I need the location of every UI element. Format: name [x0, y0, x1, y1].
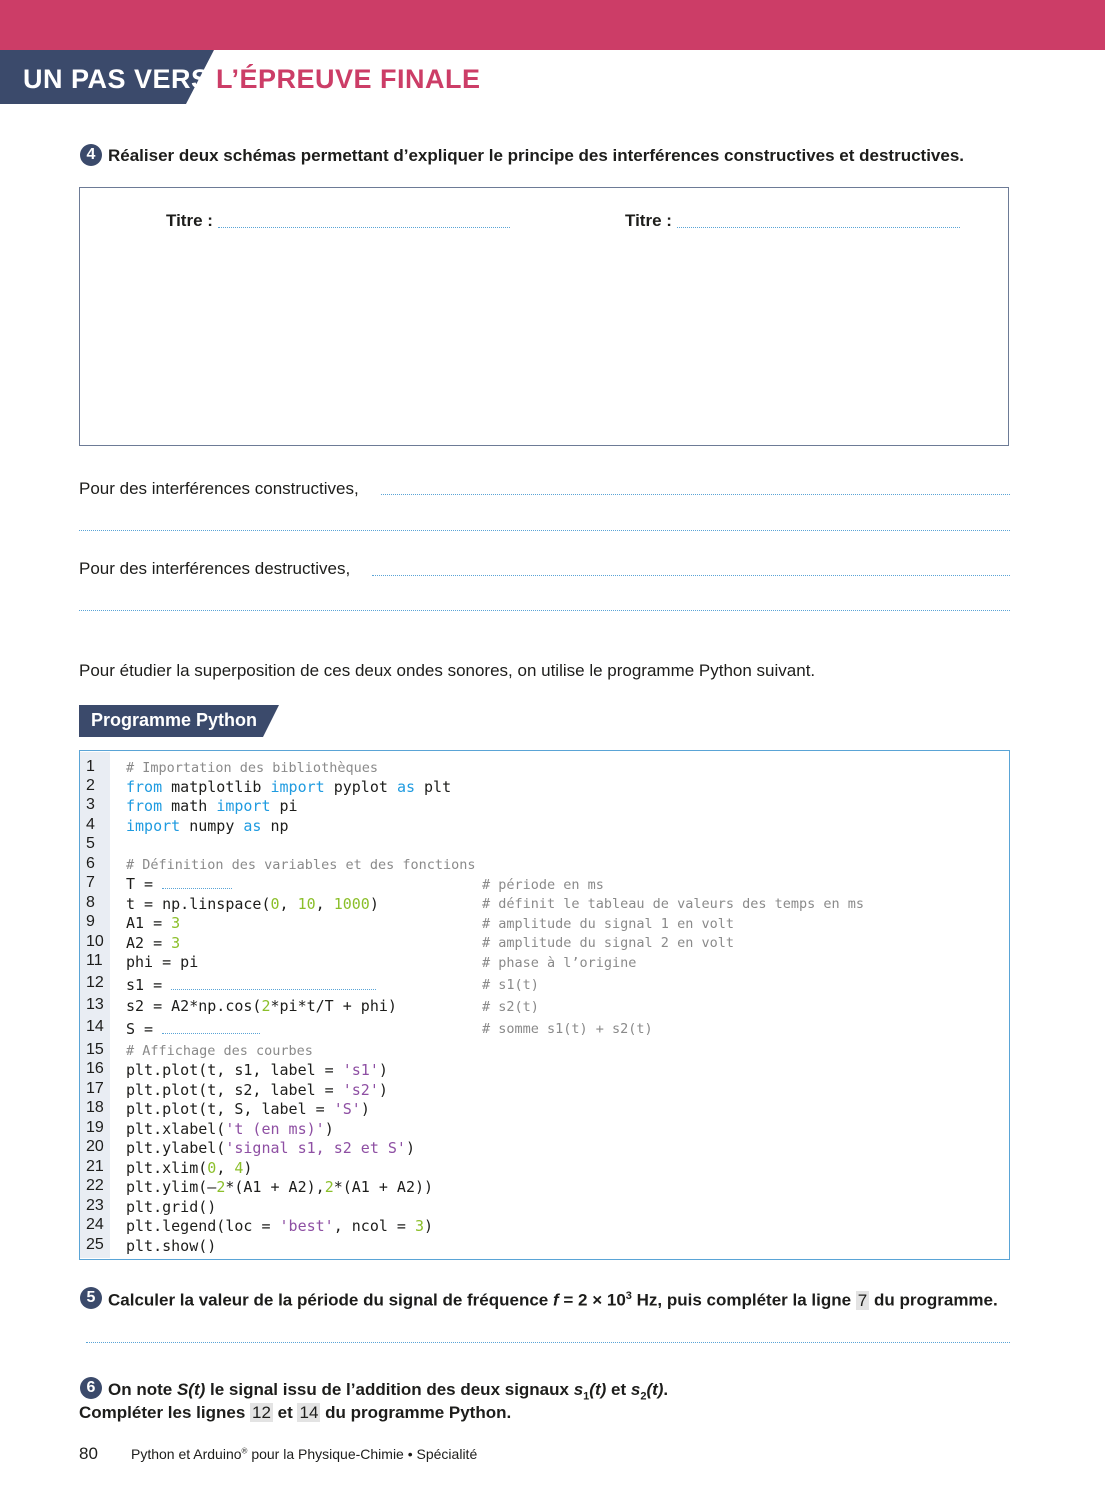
titre-label-2: Titre : [625, 211, 672, 230]
question-5-text: Calculer la valeur de la période du signal de fréquence $f = 2 \times 10^3$ Hz, puis compléter la ligne 7 du programme. [108, 1290, 998, 1310]
line-number: 22 [86, 1177, 104, 1194]
line-number: 24 [86, 1216, 104, 1233]
code-line-22: plt.ylim(–2*(A1 + A2),2*(A1 + A2)) [126, 1178, 434, 1196]
constructive-answer-line-2[interactable] [79, 530, 1010, 531]
intro-text: Pour étudier la superposition de ces deux ondes sonores, on utilise le programme Python suivant. [79, 661, 816, 680]
comment-line-9: # amplitude du signal 1 en volt [482, 916, 734, 932]
destructive-answer-line-2[interactable] [79, 610, 1010, 611]
code-line-4: import numpy as np [126, 817, 289, 835]
code-line-12: s1 = [126, 976, 376, 994]
code-line-21: plt.xlim(0, 4) [126, 1159, 253, 1177]
blank-S[interactable] [162, 1023, 260, 1034]
footer-title: Python et Arduino® pour la Physique-Chimie • Spécialité [131, 1446, 478, 1462]
comment-line-12: # s1(t) [482, 977, 539, 993]
header-left-label: UN PAS VERS [23, 64, 210, 94]
code-line-19: plt.xlabel('t (en ms)') [126, 1120, 334, 1138]
comment-line-8: # définit le tableau de valeurs des temps en ms [482, 896, 865, 912]
blank-period[interactable] [162, 878, 232, 889]
code-line-24: plt.legend(loc = 'best', ncol = 3) [126, 1217, 434, 1235]
comment-line-10: # amplitude du signal 2 en volt [482, 935, 734, 951]
header-band [0, 0, 1105, 58]
code-line-14: S = [126, 1020, 260, 1038]
constructive-label: Pour des interférences constructives, [79, 479, 359, 498]
question-4-text: Réaliser deux schémas permettant d’expliquer le principe des interférences constructives et destructives. [108, 146, 965, 165]
line-number: 12 [86, 974, 104, 991]
line-number: 25 [86, 1236, 104, 1253]
code-line-6: # Définition des variables et des fonctions [126, 857, 476, 873]
constructive-answer-line[interactable] [381, 494, 1010, 495]
code-line-10: A2 = 3 [126, 934, 181, 952]
line-number: 3 [86, 796, 95, 813]
line-number: 13 [86, 996, 104, 1013]
code-line-20: plt.ylabel('signal s1, s2 et S') [126, 1139, 415, 1157]
titre-answer-line-2[interactable] [677, 227, 960, 228]
line-number: 4 [86, 816, 95, 833]
titre-label-1: Titre : [166, 211, 213, 230]
line-number: 18 [86, 1099, 104, 1116]
header-right-label: L’ÉPREUVE FINALE [216, 64, 481, 94]
line-number: 17 [86, 1080, 104, 1097]
line-number: 21 [86, 1158, 104, 1175]
page-number: 80 [79, 1444, 98, 1463]
code-line-1: # Importation des bibliothèques [126, 760, 378, 776]
comment-line-11: # phase à l’origine [482, 955, 637, 971]
comment-line-13: # s2(t) [482, 999, 539, 1015]
line-number: 6 [86, 855, 95, 872]
destructive-label: Pour des interférences destructives, [79, 559, 351, 578]
line-number: 1 [86, 758, 95, 775]
code-line-13: s2 = A2*np.cos(2*pi*t/T + phi) [126, 997, 397, 1015]
code-line-9: A1 = 3 [126, 914, 181, 932]
code-line-17: plt.plot(t, s2, label = 's2') [126, 1081, 388, 1099]
question-4-number: 4 [80, 144, 102, 166]
code-line-2: from matplotlib import pyplot as plt [126, 778, 452, 796]
line-number: 2 [86, 777, 95, 794]
question-6-line-1: On note S(t) le signal issu de l’addition des deux signaux $s_1(t)$ et $s_2(t)$. [108, 1380, 669, 1403]
comment-line-14: # somme s1(t) + s2(t) [482, 1021, 653, 1037]
question-5-number: 5 [80, 1287, 102, 1309]
program-tab-label: Programme Python [91, 710, 258, 730]
code-line-25: plt.show() [126, 1237, 217, 1255]
code-line-15: # Affichage des courbes [126, 1043, 313, 1059]
destructive-answer-line[interactable] [372, 575, 1010, 576]
line-number: 9 [86, 913, 95, 930]
code-line-3: from math import pi [126, 797, 298, 815]
question-5-answer-line[interactable] [86, 1342, 1010, 1343]
line-number: 7 [86, 874, 95, 891]
titre-answer-line-1[interactable] [218, 227, 510, 228]
line-number: 15 [86, 1041, 104, 1058]
blank-s1[interactable] [171, 979, 376, 990]
line-number: 10 [86, 933, 104, 950]
drawing-area[interactable] [79, 187, 1009, 446]
code-line-18: plt.plot(t, S, label = 'S') [126, 1100, 370, 1118]
line-number: 8 [86, 894, 95, 911]
question-6-number: 6 [80, 1377, 102, 1399]
line-number: 5 [86, 835, 95, 852]
line-number: 14 [86, 1018, 104, 1035]
line-number: 20 [86, 1138, 104, 1155]
question-6-line-2: Compléter les lignes 12 et 14 du programme Python. [79, 1403, 512, 1422]
code-line-7: T = [126, 875, 232, 893]
code-line-23: plt.grid() [126, 1198, 217, 1216]
code-line-11: phi = pi [126, 953, 199, 971]
comment-line-7: # période en ms [482, 877, 604, 893]
line-number: 11 [86, 952, 103, 969]
line-number: 16 [86, 1060, 104, 1077]
code-line-8: t = np.linspace(0, 10, 1000) [126, 895, 379, 913]
line-number: 19 [86, 1119, 104, 1136]
line-number: 23 [86, 1197, 104, 1214]
code-line-16: plt.plot(t, s1, label = 's1') [126, 1061, 388, 1079]
